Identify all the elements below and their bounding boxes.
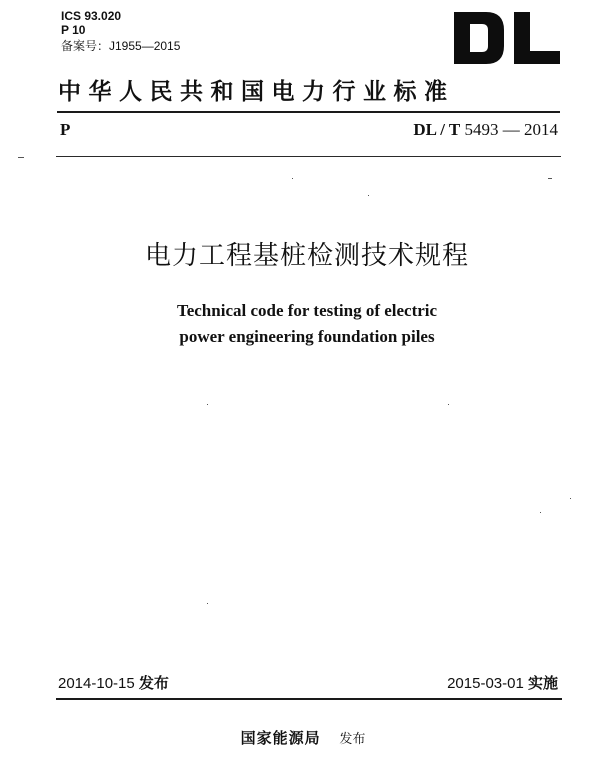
p-code-text: P 10 bbox=[61, 23, 86, 37]
issuer-organization: 国家能源局 bbox=[240, 729, 321, 747]
classification-letter: P bbox=[60, 120, 71, 139]
scan-speck bbox=[368, 195, 369, 196]
scan-speck bbox=[548, 178, 552, 179]
title-english-line1: Technical code for testing of electric bbox=[176, 301, 438, 320]
dl-logo-letters bbox=[454, 12, 560, 64]
issue-verb: 发布 bbox=[138, 674, 169, 692]
scan-speck bbox=[207, 404, 208, 405]
implementation-date: 2015-03-01 bbox=[447, 675, 524, 692]
footer-rule bbox=[56, 698, 562, 700]
title-english-line2: power engineering foundation piles bbox=[179, 327, 435, 346]
title-chinese: 电力工程基桩检测技术规程 bbox=[144, 241, 469, 271]
issue-date-block bbox=[58, 674, 169, 693]
header-rule bbox=[57, 111, 560, 113]
standard-number-prefix: DL / T bbox=[413, 120, 461, 139]
p-code bbox=[61, 24, 85, 37]
standard-number-rule bbox=[56, 156, 561, 157]
ics-code-text: ICS 93.020 bbox=[61, 9, 122, 23]
scan-speck bbox=[448, 404, 449, 405]
scan-speck bbox=[570, 498, 571, 499]
issuer-verb: 发布 bbox=[339, 732, 366, 747]
scan-speck bbox=[18, 157, 24, 158]
standard-number-value: 5493 — 2014 bbox=[464, 120, 558, 139]
standard-number bbox=[413, 120, 558, 140]
filing-number: 备案号：J1955—2015 bbox=[61, 39, 181, 53]
implementation-date-block bbox=[447, 674, 558, 693]
implementation-verb: 实施 bbox=[527, 674, 558, 692]
industry-standard-title: 中华人民共和国电力行业标准 bbox=[58, 78, 455, 105]
issuer-line bbox=[0, 729, 600, 749]
issue-date: 2014-10-15 bbox=[58, 675, 135, 692]
scan-speck bbox=[207, 603, 208, 604]
dl-logo bbox=[452, 8, 562, 66]
scan-speck bbox=[292, 178, 293, 179]
scan-speck bbox=[540, 512, 541, 513]
ics-code bbox=[61, 10, 121, 23]
